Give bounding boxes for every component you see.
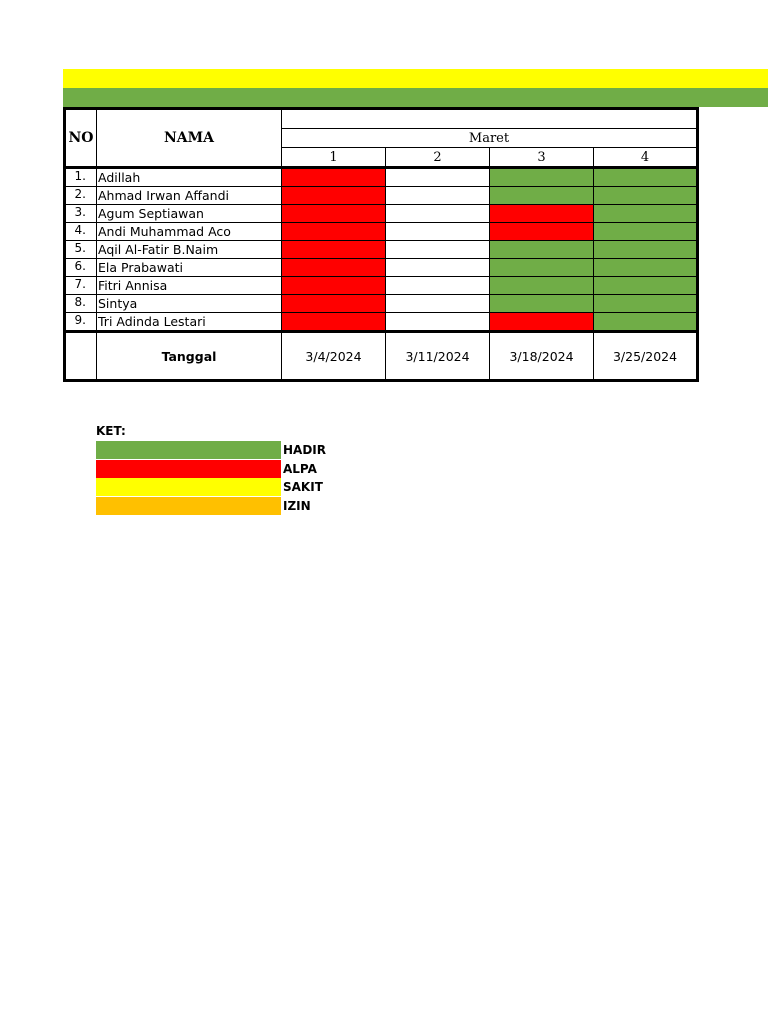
header-week-3: 3: [490, 148, 594, 168]
header-nama: NAMA: [97, 109, 282, 168]
tanggal-no-cell: [65, 332, 97, 381]
student-name: Fitri Annisa: [97, 277, 282, 295]
row-number: 2.: [65, 187, 97, 205]
attendance-cell-week-3[interactable]: [490, 241, 594, 259]
row-number: 7.: [65, 277, 97, 295]
attendance-cell-week-3[interactable]: [490, 187, 594, 205]
table-row: [65, 277, 698, 295]
header-band-yellow: [63, 69, 768, 88]
table-row: [65, 205, 698, 223]
date-cell-week-3: 3/18/2024: [490, 332, 594, 381]
legend-swatch-izin: [96, 497, 281, 515]
header-band-green: [63, 88, 768, 107]
attendance-cell-week-4[interactable]: [594, 313, 698, 332]
attendance-cell-week-2[interactable]: [386, 187, 490, 205]
student-name: Sintya: [97, 295, 282, 313]
attendance-cell-week-3[interactable]: [490, 295, 594, 313]
attendance-cell-week-1[interactable]: [282, 259, 386, 277]
attendance-cell-week-4[interactable]: [594, 295, 698, 313]
attendance-cell-week-2[interactable]: [386, 313, 490, 332]
attendance-cell-week-4[interactable]: [594, 277, 698, 295]
attendance-cell-week-1[interactable]: [282, 241, 386, 259]
attendance-cell-week-3[interactable]: [490, 259, 594, 277]
table-row: [65, 313, 698, 332]
attendance-cell-week-3[interactable]: [490, 205, 594, 223]
legend-swatch-sakit: [96, 478, 281, 496]
row-number: 8.: [65, 295, 97, 313]
attendance-cell-week-3[interactable]: [490, 223, 594, 241]
attendance-cell-week-4[interactable]: [594, 223, 698, 241]
attendance-cell-week-2[interactable]: [386, 259, 490, 277]
attendance-cell-week-1[interactable]: [282, 295, 386, 313]
header-week-2: 2: [386, 148, 490, 168]
student-name: Ahmad Irwan Affandi: [97, 187, 282, 205]
row-number: 1.: [65, 168, 97, 187]
attendance-cell-week-2[interactable]: [386, 241, 490, 259]
student-name: Andi Muhammad Aco: [97, 223, 282, 241]
legend-item-sakit: [96, 478, 326, 497]
student-name: Ela Prabawati: [97, 259, 282, 277]
header-no: NO: [65, 109, 97, 168]
attendance-cell-week-1[interactable]: [282, 313, 386, 332]
header-blank-cell: [282, 109, 698, 129]
table-row: [65, 168, 698, 187]
header-month: Maret: [282, 129, 698, 148]
student-name: Tri Adinda Lestari: [97, 313, 282, 332]
table-row: [65, 187, 698, 205]
legend-label-hadir: HADIR: [283, 443, 326, 458]
student-name: Aqil Al-Fatir B.Naim: [97, 241, 282, 259]
legend: [96, 441, 326, 515]
attendance-cell-week-1[interactable]: [282, 168, 386, 187]
row-number: 9.: [65, 313, 97, 332]
student-name: Agum Septiawan: [97, 205, 282, 223]
legend-label-izin: IZIN: [283, 498, 311, 513]
attendance-cell-week-4[interactable]: [594, 205, 698, 223]
attendance-cell-week-1[interactable]: [282, 205, 386, 223]
table-row: [65, 241, 698, 259]
legend-label-alpa: ALPA: [283, 461, 317, 476]
table-row: [65, 295, 698, 313]
legend-label-sakit: SAKIT: [283, 480, 323, 495]
attendance-cell-week-3[interactable]: [490, 168, 594, 187]
date-cell-week-4: 3/25/2024: [594, 332, 698, 381]
attendance-cell-week-4[interactable]: [594, 187, 698, 205]
attendance-cell-week-3[interactable]: [490, 277, 594, 295]
legend-title: KET:: [96, 424, 126, 438]
header-week-4: 4: [594, 148, 698, 168]
student-name: Adillah: [97, 168, 282, 187]
legend-swatch-hadir: [96, 441, 281, 459]
attendance-cell-week-4[interactable]: [594, 259, 698, 277]
attendance-cell-week-2[interactable]: [386, 168, 490, 187]
legend-item-alpa: [96, 460, 326, 479]
tanggal-label: Tanggal: [97, 332, 282, 381]
attendance-cell-week-4[interactable]: [594, 168, 698, 187]
attendance-cell-week-2[interactable]: [386, 277, 490, 295]
legend-item-hadir: [96, 441, 326, 460]
attendance-cell-week-2[interactable]: [386, 295, 490, 313]
attendance-cell-week-3[interactable]: [490, 313, 594, 332]
attendance-cell-week-2[interactable]: [386, 223, 490, 241]
row-number: 5.: [65, 241, 97, 259]
table-row: [65, 259, 698, 277]
attendance-table: [63, 107, 699, 382]
row-number: 3.: [65, 205, 97, 223]
table-row: [65, 223, 698, 241]
date-cell-week-1: 3/4/2024: [282, 332, 386, 381]
attendance-cell-week-4[interactable]: [594, 241, 698, 259]
legend-swatch-alpa: [96, 460, 281, 478]
attendance-cell-week-1[interactable]: [282, 187, 386, 205]
attendance-cell-week-1[interactable]: [282, 277, 386, 295]
legend-item-izin: [96, 497, 326, 516]
row-number: 4.: [65, 223, 97, 241]
header-week-1: 1: [282, 148, 386, 168]
row-number: 6.: [65, 259, 97, 277]
date-cell-week-2: 3/11/2024: [386, 332, 490, 381]
attendance-cell-week-2[interactable]: [386, 205, 490, 223]
attendance-cell-week-1[interactable]: [282, 223, 386, 241]
